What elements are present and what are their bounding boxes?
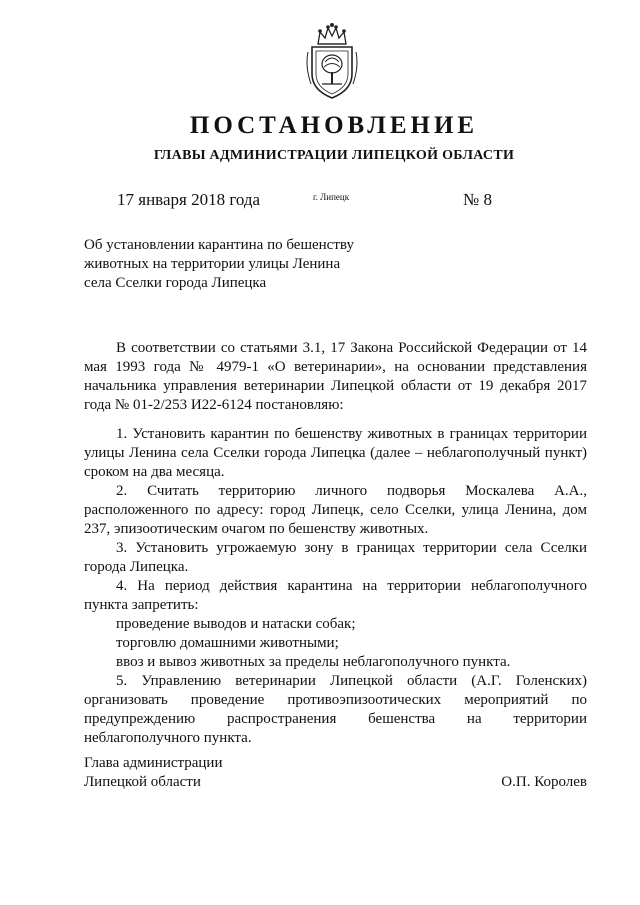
- decree-item-3: 3. Установить угрожаемую зону в границах территории села Сселки города Липецка.: [84, 540, 587, 575]
- signer-position: Липецкой области: [84, 774, 201, 790]
- decree-item-4: 4. На период действия карантина на территории неблагополучного пункта запретить:: [84, 578, 587, 613]
- signer-position: Глава администрации: [84, 755, 223, 771]
- decree-item-5: 5. Управлению ветеринарии Липецкой области (А.Г. Голенских) организовать проведение противоэпизоотических мероприятий по предупреждению распространения бешенства на территории неблагополучного пункта.: [84, 673, 587, 746]
- subject-line: животных на территории улицы Ленина: [84, 256, 341, 272]
- preamble-paragraph: В соответствии со статьями 3.1, 17 Закона Российской Федерации от 14 мая 1993 года № 4979-1 «О ветеринарии», на основании представления начальника управления ветеринарии Липецкой области от 19 декабря 2017 года № 01-2/253 И22-6124 постановляю:: [84, 340, 587, 413]
- subject-line: села Сселки города Липецка: [84, 275, 267, 291]
- date-line: [0, 190, 640, 214]
- document-city: г. Липецк: [313, 192, 350, 202]
- coat-of-arms-icon: [303, 22, 361, 102]
- signer-name: О.П. Королев: [501, 774, 587, 790]
- signature-block: [84, 754, 587, 792]
- document-date: 17 января 2018 года: [117, 190, 261, 209]
- document-number: № 8: [463, 190, 492, 209]
- document-title: ПОСТАНОВЛЕНИЕ: [189, 112, 479, 139]
- document-subtitle: ГЛАВЫ АДМИНИСТРАЦИИ ЛИПЕЦКОЙ ОБЛАСТИ: [153, 148, 515, 163]
- decree-item-4-subitem: торговлю домашними животными;: [116, 635, 339, 651]
- decree-item-4-subitem: ввоз и вывоз животных за пределы неблагополучного пункта.: [116, 654, 511, 670]
- decree-item-4-subitem: проведение выводов и натаски собак;: [116, 616, 356, 632]
- document-subject: [84, 236, 374, 293]
- decree-item-1: 1. Установить карантин по бешенству животных в границах территории улицы Ленина села Сселки города Липецка (далее – неблагополучный пункт) сроком на два месяца.: [84, 426, 587, 480]
- decree-item-2: 2. Считать территорию личного подворья Москалева А.А., расположенного по адресу: город Липецк, село Сселки, улица Ленина, дом 237, эпизоотическим очагом по бешенству животных.: [84, 483, 587, 537]
- document-body: [84, 339, 587, 748]
- subject-line: Об установлении карантина по бешенству: [84, 237, 354, 253]
